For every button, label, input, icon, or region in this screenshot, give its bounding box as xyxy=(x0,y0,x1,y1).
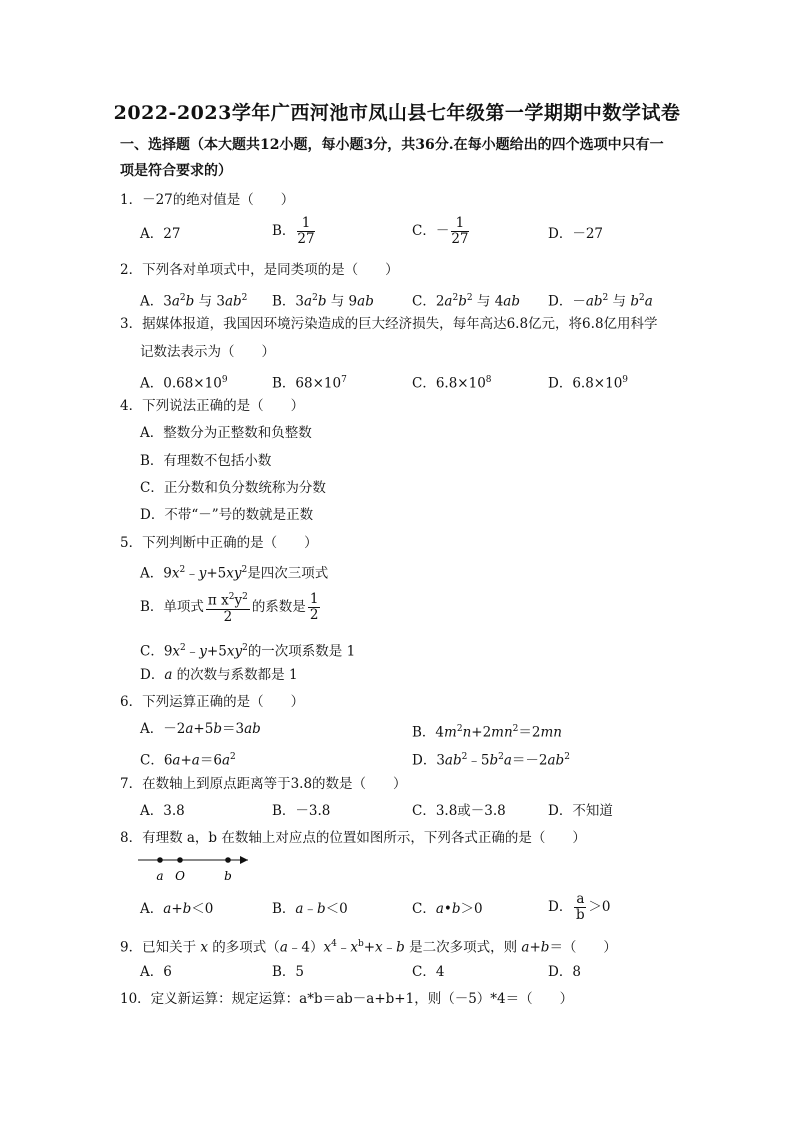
q4-option-a: A．整数分为正整数和负整数 xyxy=(140,425,312,441)
q5-option-c: C．$9x^2﹣y+5xy^2$的一次项系数是 1 xyxy=(140,643,356,660)
q7-option-b: B．－3.8 xyxy=(272,803,331,819)
number-line-arrow xyxy=(240,856,248,864)
q2-option-c: C．$2a^2b^2$ 与 4ab xyxy=(412,293,520,310)
q9-stem: 9．已知关于 x 的多项式$(a﹣4)x^4﹣x^b+x﹣b$ 是二次多项式，则 a+b＝（ ） xyxy=(120,939,617,956)
q8-option-a: A．a+b＜0 xyxy=(140,901,214,917)
point-b xyxy=(225,857,231,863)
q6-stem: 6．下列运算正确的是（ ） xyxy=(120,694,305,710)
q6-option-d: D．$3ab^2﹣5b^2a=-2ab^2$ xyxy=(412,752,570,769)
q2-option-d: D．$-ab^2$ 与 $b^2a$ xyxy=(548,293,653,310)
q3-option-d: D．$6.8\times 10^9$ xyxy=(548,375,629,392)
q4-option-c: C．正分数和负分数统称为分数 xyxy=(140,480,326,496)
q3-option-b: B．$68\times 10^7$ xyxy=(272,375,347,392)
q10-stem: 10．定义新运算：规定运算：a*b＝ab－a+b+1，则（－5）*4＝（ ） xyxy=(120,991,574,1007)
section-heading-line1: 一、选择题（本大题共12小题，每小题3分，共36分.在每小题给出的四个选项中只有一 xyxy=(120,137,664,153)
q6-option-a: A．－2a+5b＝3ab xyxy=(140,721,261,737)
q5-b-monomial-fraction: $\frac{\pi x^2y^2}{2}$ xyxy=(207,592,248,625)
point-o xyxy=(177,857,183,863)
q1-c-fraction: $\frac{1}{27}$ xyxy=(451,215,469,247)
label-o: O xyxy=(175,869,185,883)
q7-stem: 7．在数轴上到原点距离等于3.8的数是（ ） xyxy=(120,776,407,792)
point-a xyxy=(157,857,163,863)
q9-option-c: C．4 xyxy=(412,964,445,980)
q1-stem: 1．－27的绝对值是（ ） xyxy=(120,192,295,208)
q1-option-b: B． $\frac{1}{27}$ xyxy=(272,215,315,247)
q8-stem: 8．有理数 a，b 在数轴上对应点的位置如图所示，下列各式正确的是（ ） xyxy=(120,830,586,846)
q3-option-a: A．$0.68\times 10^9$ xyxy=(140,375,228,392)
q7-option-c: C．3.8或－3.8 xyxy=(412,803,506,819)
q6-option-b: B．$4m^2n+2mn^2=2mn$ xyxy=(412,724,562,741)
q8-d-fraction: $\frac{a}{b}$ xyxy=(576,891,585,923)
q2-option-b: B．$3a^2b$ 与 9ab xyxy=(272,293,374,310)
q5-option-b: B．单项式 $\frac{\pi x^2y^2}{2}$ 的系数是 $\frac{1}{2}$ xyxy=(140,590,319,625)
section-heading-line2: 项是符合要求的） xyxy=(120,163,232,179)
q1-b-fraction: $\frac{1}{27}$ xyxy=(297,215,315,247)
label-a: a xyxy=(156,869,164,883)
q1-option-c: C．－ $\frac{1}{27}$ xyxy=(412,215,469,247)
q1-option-d: D．－27 xyxy=(548,226,604,242)
q8-option-d: D． $\frac{a}{b}$ ＞0 xyxy=(548,891,611,923)
exam-title: 2022-2023学年广西河池市凤山县七年级第一学期期中数学试卷 xyxy=(113,102,681,124)
q5-option-d: D．a 的次数与系数都是 1 xyxy=(140,667,298,683)
q5-option-a: A．$9x^2﹣y+5xy^2$是四次三项式 xyxy=(140,565,329,582)
q3-option-c: C．$6.8\times 10^8$ xyxy=(412,375,492,392)
q8-option-b: B．a﹣b＜0 xyxy=(272,901,348,917)
q7-option-a: A．3.8 xyxy=(140,803,185,819)
q7-option-d: D．不知道 xyxy=(548,803,613,819)
q4-option-b: B．有理数不包括小数 xyxy=(140,453,272,469)
q1-option-a: A．27 xyxy=(140,226,181,242)
q9-option-a: A．6 xyxy=(140,964,172,980)
q2-option-a: A．$3a^2b$ 与 $3ab^2$ xyxy=(140,293,248,310)
q5-b-coef-fraction: $\frac{1}{2}$ xyxy=(309,590,319,623)
q6-option-c: C．$6a+a=6a^2$ xyxy=(140,752,236,769)
q4-option-d: D．不带“－”号的数就是正数 xyxy=(140,507,314,523)
q2-stem: 2．下列各对单项式中，是同类项的是（ ） xyxy=(120,262,399,278)
label-b: b xyxy=(224,869,232,883)
q3-stem-line2: 记数法表示为（ ） xyxy=(140,344,275,360)
q9-option-b: B．5 xyxy=(272,964,305,980)
q4-stem: 4．下列说法正确的是（ ） xyxy=(120,398,305,414)
q3-stem-line1: 3．据媒体报道，我国因环境污染造成的巨大经济损失，每年高达6.8亿元，将6.8亿用科学 xyxy=(120,316,658,332)
q8-option-c: C．a•b＞0 xyxy=(412,901,483,917)
q5-stem: 5．下列判断中正确的是（ ） xyxy=(120,535,318,551)
q8-number-line xyxy=(136,852,256,884)
q9-option-d: D．8 xyxy=(548,964,581,980)
